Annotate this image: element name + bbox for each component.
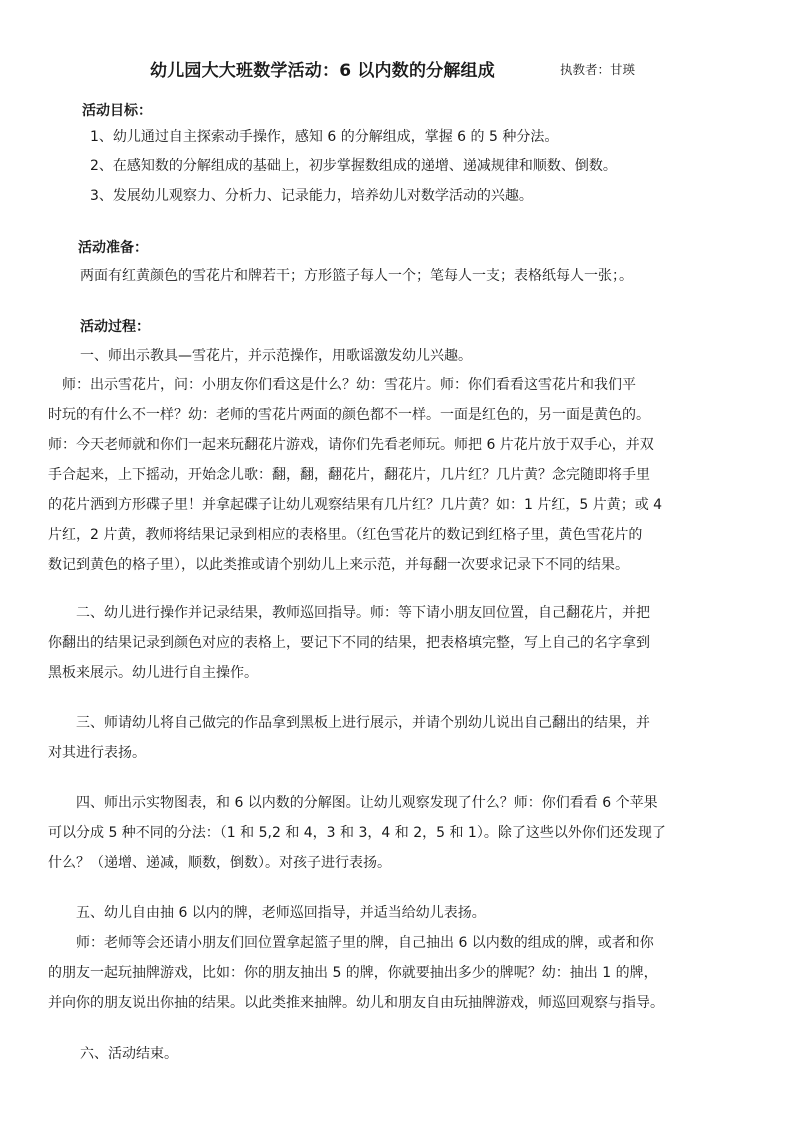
step5-paragraph <box>48 898 764 1018</box>
step4-paragraph <box>48 788 764 878</box>
prep-text: 两面有红黄颜色的雪花片和牌若干；方形篮子每人一个；笔每人一支；表格纸每人一张；。 <box>80 268 633 284</box>
prep-heading: 活动准备： <box>78 240 148 256</box>
step3-paragraph <box>48 708 764 768</box>
paragraph-line: 什么？（递增、递减，顺数，倒数）。对孩子进行表扬。 <box>48 855 391 871</box>
document-title: 幼儿园大大班数学活动：6 以内数的分解组成 <box>150 61 495 81</box>
step2-paragraph <box>48 598 764 688</box>
paragraph-line: 的花片洒到方形碟子里！并拿起碟子让幼儿观察结果有几片红？几片黄？如：1 片红，5 片黄；或 4 <box>48 497 663 513</box>
paragraph-line: 师：今天老师就和你们一起来玩翻花片游戏，请你们先看老师玩。师把 6 片花片放于双手心，并双 <box>48 437 654 453</box>
paragraph-line: 的朋友一起玩抽牌游戏，比如：你的朋友抽出 5 的牌，你就要抽出多少的牌呢？幼：抽出 1 的牌， <box>48 965 658 981</box>
paragraph-line: 数记到黄色的格子里），以此类推或请个别幼儿上来示范，并每翻一次要求记录下不同的结果。 <box>48 557 629 573</box>
paragraph-line: 三、师请幼儿将自己做完的作品拿到黑板上进行展示，并请个别幼儿说出自己翻出的结果，并 <box>48 715 650 731</box>
title-row <box>0 56 794 82</box>
paragraph-line: 二、幼儿进行操作并记录结果，教师巡回指导。师：等下请小朋友回位置，自己翻花片，并把 <box>48 605 650 621</box>
step1-title: 一、师出示教具—雪花片，并示范操作，用歌谣激发幼儿兴趣。 <box>80 348 472 364</box>
step6-title: 六、活动结束。 <box>80 1046 178 1062</box>
paragraph-line: 师：老师等会还请小朋友们回位置拿起篮子里的牌，自己抽出 6 以内数的组成的牌，或者和你 <box>48 935 654 951</box>
paragraph-line: 四、师出示实物图表，和 6 以内数的分解图。让幼儿观察发现了什么？师：你们看看 6 个苹果 <box>48 795 658 811</box>
goal-item-2: 2、在感知数的分解组成的基础上，初步掌握数组成的递增、递减规律和顺数、倒数。 <box>90 158 617 174</box>
paragraph-line: 可以分成 5 种不同的分法：（1 和 5,2 和 4，3 和 3，4 和 2，5 和 1）。除了这些以外你们还发现了 <box>48 825 666 841</box>
goal-item-1: 1、幼儿通过自主探索动手操作，感知 6 的分解组成，掌握 6 的 5 种分法。 <box>90 129 559 145</box>
paragraph-line: 片红，2 片黄，教师将结果记录到相应的表格里。（红色雪花片的数记到红格子里，黄色雪花片的 <box>48 527 643 543</box>
paragraph-line: 黑板来展示。幼儿进行自主操作。 <box>48 665 258 681</box>
paragraph-line: 时玩的有什么不一样？幼：老师的雪花片两面的颜色都不一样。一面是红色的，另一面是黄色的。 <box>48 407 650 423</box>
paragraph-line: 手合起来，上下摇动，开始念儿歌：翻，翻，翻花片，翻花片，几片红？几片黄？念完随即将手里 <box>48 467 650 483</box>
author-label: 执教者：甘瑛 <box>560 62 636 77</box>
paragraph-line: 你翻出的结果记录到颜色对应的表格上，要记下不同的结果，把表格填完整，写上自己的名字拿到 <box>48 635 650 651</box>
step1-paragraph <box>48 370 764 580</box>
goal-item-3: 3、发展幼儿观察力、分析力、记录能力，培养幼儿对数学活动的兴趣。 <box>90 188 533 204</box>
paragraph-line: 并向你的朋友说出你抽的结果。以此类推来抽牌。幼儿和朋友自由玩抽牌游戏，师巡回观察与指导。 <box>48 995 664 1011</box>
paragraph-line: 对其进行表扬。 <box>48 745 146 761</box>
paragraph-line: 五、幼儿自由抽 6 以内的牌，老师巡回指导，并适当给幼儿表扬。 <box>48 905 486 921</box>
goals-heading: 活动目标： <box>82 103 152 119</box>
process-heading: 活动过程： <box>80 319 150 335</box>
paragraph-line: 师：出示雪花片，问：小朋友你们看这是什么？幼：雪花片。师：你们看看这雪花片和我们平 <box>48 377 636 393</box>
